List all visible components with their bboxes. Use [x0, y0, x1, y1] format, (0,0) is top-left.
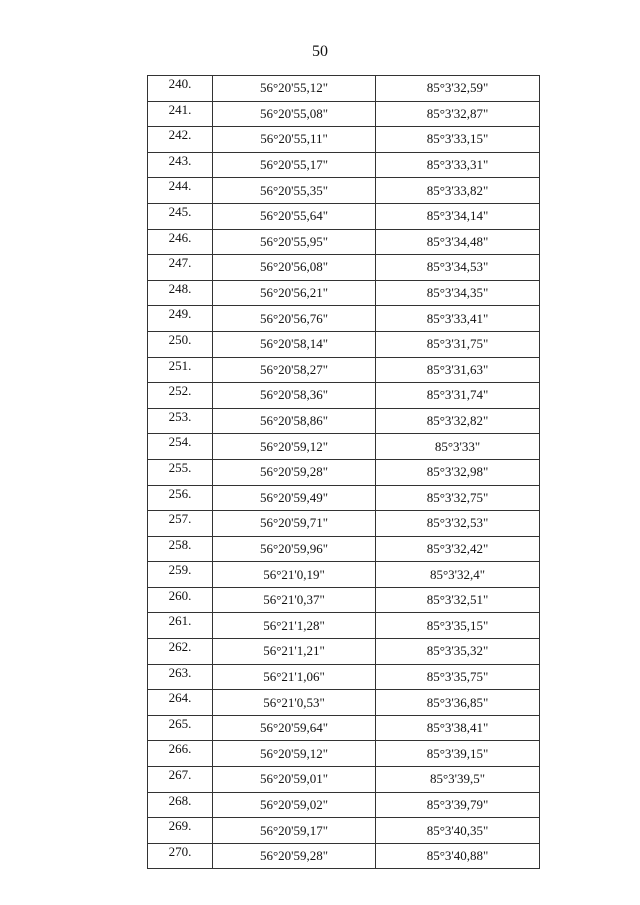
point-number-cell: 242.	[148, 127, 213, 153]
table-row	[148, 357, 540, 383]
longitude-cell: 85°3'34,14"	[376, 203, 540, 229]
latitude-cell: 56°20'56,76"	[213, 306, 376, 332]
table-row	[148, 127, 540, 153]
table-row	[148, 331, 540, 357]
table-row	[148, 408, 540, 434]
longitude-cell: 85°3'32,4"	[376, 562, 540, 588]
table-row	[148, 459, 540, 485]
latitude-cell: 56°20'59,49"	[213, 485, 376, 511]
point-number-cell: 262.	[148, 639, 213, 665]
point-number-cell: 261.	[148, 613, 213, 639]
latitude-cell: 56°20'58,86"	[213, 408, 376, 434]
point-number-cell: 258.	[148, 536, 213, 562]
point-number-cell: 255.	[148, 459, 213, 485]
table-row	[148, 485, 540, 511]
table-row	[148, 818, 540, 844]
table-row	[148, 76, 540, 102]
table-row	[148, 511, 540, 537]
point-number-cell: 254.	[148, 434, 213, 460]
point-number-cell: 263.	[148, 664, 213, 690]
point-number-cell: 265.	[148, 715, 213, 741]
table-row	[148, 715, 540, 741]
table-row	[148, 613, 540, 639]
point-number-cell: 252.	[148, 383, 213, 409]
longitude-cell: 85°3'33,41"	[376, 306, 540, 332]
point-number-cell: 245.	[148, 203, 213, 229]
point-number-cell: 267.	[148, 767, 213, 793]
coordinates-table	[147, 75, 540, 869]
table-row	[148, 562, 540, 588]
table-row	[148, 203, 540, 229]
latitude-cell: 56°20'55,17"	[213, 152, 376, 178]
point-number-cell: 260.	[148, 587, 213, 613]
point-number-cell: 240.	[148, 76, 213, 102]
longitude-cell: 85°3'40,35"	[376, 818, 540, 844]
table-row	[148, 434, 540, 460]
latitude-cell: 56°20'55,11"	[213, 127, 376, 153]
latitude-cell: 56°20'59,12"	[213, 434, 376, 460]
longitude-cell: 85°3'36,85"	[376, 690, 540, 716]
point-number-cell: 269.	[148, 818, 213, 844]
point-number-cell: 248.	[148, 280, 213, 306]
longitude-cell: 85°3'34,48"	[376, 229, 540, 255]
table-row	[148, 101, 540, 127]
table-row	[148, 306, 540, 332]
longitude-cell: 85°3'35,15"	[376, 613, 540, 639]
latitude-cell: 56°20'59,28"	[213, 843, 376, 869]
table-row	[148, 664, 540, 690]
longitude-cell: 85°3'40,88"	[376, 843, 540, 869]
longitude-cell: 85°3'34,53"	[376, 255, 540, 281]
latitude-cell: 56°21'1,06"	[213, 664, 376, 690]
table-row	[148, 280, 540, 306]
point-number-cell: 257.	[148, 511, 213, 537]
latitude-cell: 56°21'1,28"	[213, 613, 376, 639]
latitude-cell: 56°21'0,19"	[213, 562, 376, 588]
latitude-cell: 56°21'0,53"	[213, 690, 376, 716]
point-number-cell: 251.	[148, 357, 213, 383]
longitude-cell: 85°3'38,41"	[376, 715, 540, 741]
table-row	[148, 536, 540, 562]
latitude-cell: 56°20'58,14"	[213, 331, 376, 357]
latitude-cell: 56°20'59,12"	[213, 741, 376, 767]
longitude-cell: 85°3'31,74"	[376, 383, 540, 409]
table-row	[148, 639, 540, 665]
page-number: 50	[312, 43, 328, 60]
longitude-cell: 85°3'39,15"	[376, 741, 540, 767]
longitude-cell: 85°3'32,82"	[376, 408, 540, 434]
latitude-cell: 56°20'55,95"	[213, 229, 376, 255]
point-number-cell: 249.	[148, 306, 213, 332]
table-row	[148, 843, 540, 869]
longitude-cell: 85°3'33,15"	[376, 127, 540, 153]
longitude-cell: 85°3'35,32"	[376, 639, 540, 665]
longitude-cell: 85°3'31,63"	[376, 357, 540, 383]
latitude-cell: 56°20'58,27"	[213, 357, 376, 383]
latitude-cell: 56°21'1,21"	[213, 639, 376, 665]
latitude-cell: 56°20'55,12"	[213, 76, 376, 102]
longitude-cell: 85°3'32,51"	[376, 587, 540, 613]
table-row	[148, 229, 540, 255]
latitude-cell: 56°20'59,01"	[213, 767, 376, 793]
table-row	[148, 152, 540, 178]
latitude-cell: 56°20'56,21"	[213, 280, 376, 306]
longitude-cell: 85°3'32,75"	[376, 485, 540, 511]
longitude-cell: 85°3'32,53"	[376, 511, 540, 537]
latitude-cell: 56°20'59,17"	[213, 818, 376, 844]
longitude-cell: 85°3'32,42"	[376, 536, 540, 562]
latitude-cell: 56°20'55,08"	[213, 101, 376, 127]
latitude-cell: 56°20'59,71"	[213, 511, 376, 537]
point-number-cell: 247.	[148, 255, 213, 281]
table-row	[148, 741, 540, 767]
latitude-cell: 56°20'55,35"	[213, 178, 376, 204]
table-row	[148, 383, 540, 409]
point-number-cell: 253.	[148, 408, 213, 434]
point-number-cell: 250.	[148, 331, 213, 357]
latitude-cell: 56°20'59,28"	[213, 459, 376, 485]
latitude-cell: 56°20'59,02"	[213, 792, 376, 818]
longitude-cell: 85°3'31,75"	[376, 331, 540, 357]
longitude-cell: 85°3'39,79"	[376, 792, 540, 818]
latitude-cell: 56°20'59,96"	[213, 536, 376, 562]
latitude-cell: 56°20'59,64"	[213, 715, 376, 741]
latitude-cell: 56°20'55,64"	[213, 203, 376, 229]
longitude-cell: 85°3'33,31"	[376, 152, 540, 178]
point-number-cell: 264.	[148, 690, 213, 716]
latitude-cell: 56°21'0,37"	[213, 587, 376, 613]
point-number-cell: 244.	[148, 178, 213, 204]
longitude-cell: 85°3'32,59"	[376, 76, 540, 102]
longitude-cell: 85°3'33"	[376, 434, 540, 460]
coordinates-table-body	[148, 76, 540, 869]
table-row	[148, 255, 540, 281]
point-number-cell: 243.	[148, 152, 213, 178]
point-number-cell: 259.	[148, 562, 213, 588]
longitude-cell: 85°3'39,5"	[376, 767, 540, 793]
longitude-cell: 85°3'32,98"	[376, 459, 540, 485]
longitude-cell: 85°3'35,75"	[376, 664, 540, 690]
point-number-cell: 270.	[148, 843, 213, 869]
latitude-cell: 56°20'56,08"	[213, 255, 376, 281]
table-row	[148, 792, 540, 818]
latitude-cell: 56°20'58,36"	[213, 383, 376, 409]
point-number-cell: 268.	[148, 792, 213, 818]
point-number-cell: 241.	[148, 101, 213, 127]
point-number-cell: 246.	[148, 229, 213, 255]
table-row	[148, 767, 540, 793]
longitude-cell: 85°3'33,82"	[376, 178, 540, 204]
table-row	[148, 587, 540, 613]
longitude-cell: 85°3'34,35"	[376, 280, 540, 306]
longitude-cell: 85°3'32,87"	[376, 101, 540, 127]
point-number-cell: 256.	[148, 485, 213, 511]
point-number-cell: 266.	[148, 741, 213, 767]
table-row	[148, 178, 540, 204]
table-row	[148, 690, 540, 716]
